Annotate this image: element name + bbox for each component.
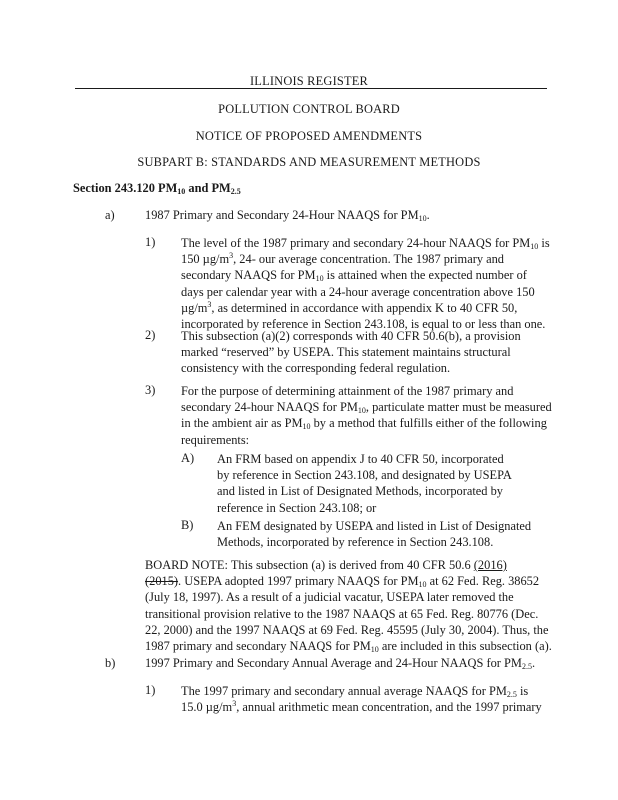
register-title: ILLINOIS REGISTER — [249, 74, 368, 88]
paragraph-a3: For the purpose of determining attainment of the 1987 primary and secondary 24-hour NAAQS for $PM_{10}$, particulate matter must be measured in the ambient air as $PM_{10}$ by a method that fulfills either of the following requirements: — [181, 384, 552, 447]
item-a3B: An FEM designated by USEPA and listed in List of Designated Methods, incorporated by reference in Section 243.108. — [217, 519, 532, 550]
item-a3B-label: B) — [181, 518, 194, 532]
paragraph-a3-label: 3) — [145, 383, 156, 397]
notice-title: NOTICE OF PROPOSED AMENDMENTS — [195, 129, 423, 143]
board-name: POLLUTION CONTROL BOARD — [218, 102, 400, 116]
paragraph-a2-label: 2) — [145, 328, 156, 342]
subpart-title: SUBPART B: STANDARDS AND MEASUREMENT METHODS — [137, 155, 481, 169]
register-rule — [75, 88, 547, 89]
subsection-b-heading: 1997 Primary and Secondary Annual Average and 24-Hour NAAQS for $PM_{2.5}$. — [145, 656, 536, 671]
board-note: BOARD NOTE: This subsection (a) is derived from 40 CFR 50.6 (2016) (2015). USEPA adopted 1997 primary NAAQS for $PM_{10}$ at 62 Fed. Reg. 38652 (July 18, 1997). As a result of a judicial vacatur, USEPA later removed the transitional provision relative to the 1987 NAAQS at 65 Fed. Reg. 80776 (Dec. 22, 2000) and the 1997 NAAQS at 69 Fed. Reg. 45595 (July 30, 2004). Thus, the 1987 primary and secondary NAAQS for $PM_{10}$ are included in this subsection (a). — [145, 558, 552, 655]
subsection-a-heading: 1987 Primary and Secondary 24-Hour NAAQS for $PM_{10}$. — [145, 208, 430, 223]
paragraph-b1: The 1997 primary and secondary annual average NAAQS for $PM_{2.5}$ is 15.0 $\mu g/m^3$, annual arithmetic mean concentration, and the 1997 primary — [181, 684, 542, 715]
paragraph-b1-label: 1) — [145, 683, 156, 697]
subsection-b-label: b) — [105, 656, 116, 670]
paragraph-a1-label: 1) — [145, 235, 156, 249]
item-a3A: An FRM based on appendix J to 40 CFR 50, incorporated by reference in Section 243.108, and designated by USEPA and listed in List of Designated Methods, incorporated by reference in Section 243.108; or — [217, 452, 512, 515]
paragraph-a2: This subsection (a)(2) corresponds with 40 CFR 50.6(b), a provision marked “reserved” by USEPA. This statement maintains structural consistency with the corresponding federal regulation. — [181, 329, 521, 376]
subsection-a-label: a) — [105, 208, 115, 222]
item-a3A-label: A) — [181, 451, 195, 465]
paragraph-a1: The level of the 1987 primary and secondary 24-hour NAAQS for $PM_{10}$ is 150 $\mu g/m^3$, 24- our average concentration. The 1987 primary and secondary NAAQS for $PM_{10}$ is attained when the expected number of days per calendar year with a 24-hour average concentration above 150 $\mu g/m^3$, as determined in accordance with appendix K to 40 CFR 50, incorporated by reference in Section 243.108, is equal to or less than one. — [181, 236, 550, 332]
section-heading: Section 243.120 $PM_{10}$ and $PM_{2.5}$ — [73, 181, 241, 196]
